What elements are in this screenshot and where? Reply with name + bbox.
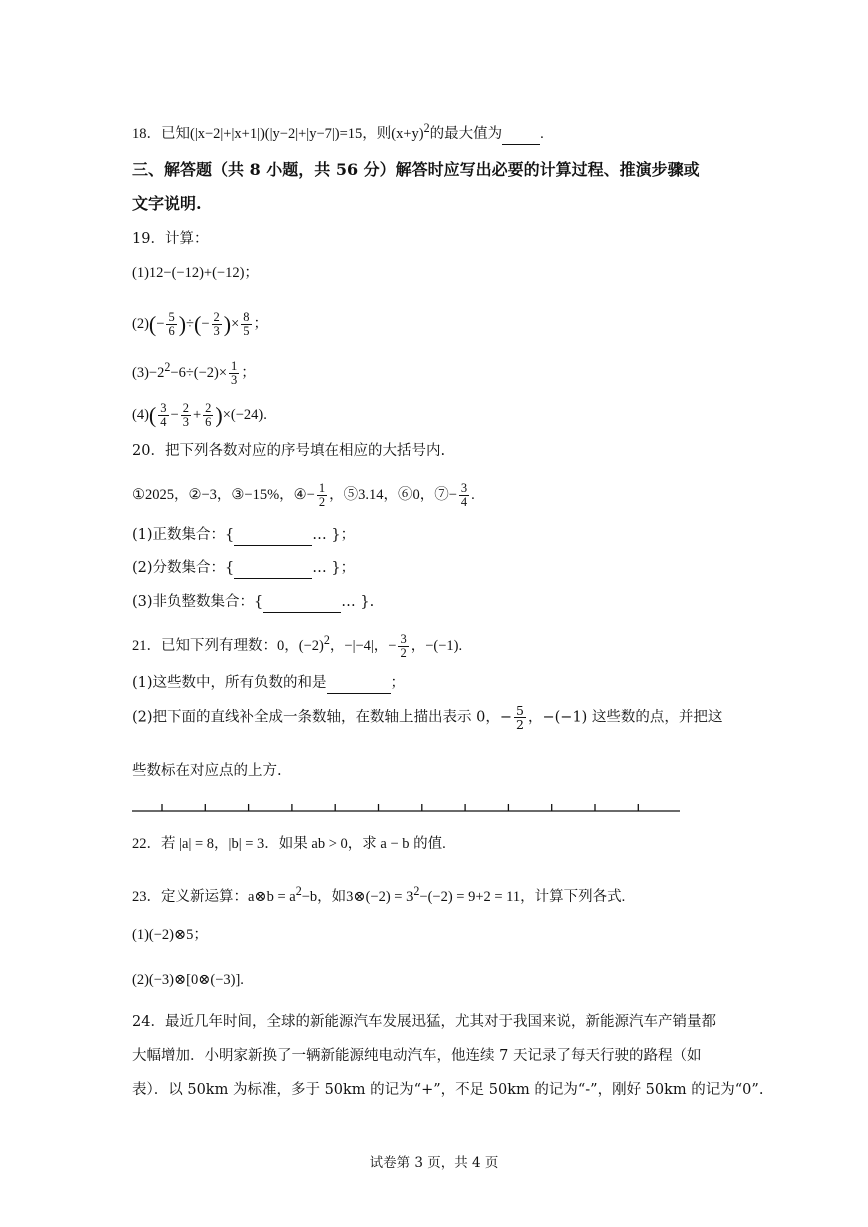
set-end: … }. [341,594,375,610]
denominator: 2 [400,646,407,660]
question-text: −b，如3⊗(−2) = 3 [301,888,414,905]
denominator: 3 [231,373,238,387]
question-text: ，则 [362,125,392,142]
q21-part-2-cont: 些数标在对应点的上方. [132,763,282,779]
section-heading-cont: 文字说明. [132,194,202,213]
punctuation: . [540,125,544,142]
formula: (x+y) [391,125,424,142]
operator: + [192,406,202,423]
formula: ×(−24). [222,406,267,423]
numerator: 5 [168,310,175,324]
q19-part-2: (2)(− $\frac{5}{6}$ )÷(− $\frac{2}{3}$ )× $\frac{8}{5}$ ； [132,310,269,338]
operator: − [170,406,179,423]
question-text: ，−|−4|，− [329,637,397,654]
question-20-title: 20．把下列各数对应的序号填在相应的大括号内. [132,443,446,459]
question-number: 18． [132,125,161,142]
numerator: 2 [205,401,212,415]
part-label: (4) [132,406,149,423]
page-footer: 试卷第 3 页，共 4 页 [369,1155,499,1171]
denominator: 6 [205,415,212,429]
set-label: (3)非负整数集合：{ [132,594,264,610]
exponent: 2 [413,884,420,898]
punctuation: ； [390,675,406,691]
operator: × [231,315,240,332]
question-text: (1)这些数中，所有负数的和是 [132,675,327,691]
q19-part-1: (1)12−(−12)+(−12)； [132,265,259,281]
denominator: 3 [213,324,220,338]
question-24-line1: 24．最近几年时间，全球的新能源汽车发展迅猛，尤其对于我国来说，新能源汽车产销量都 [132,1014,716,1030]
formula: (|x−2|+|x+1|)(|y−2|+|y−7|)=15 [190,125,363,142]
numerator: 2 [213,310,220,324]
numerator: 3 [460,481,468,495]
formula: (3)−2 [132,364,165,381]
punctuation: ； [241,364,256,381]
set-label: (2)分数集合：{ [132,560,235,576]
exponent: 2 [295,884,302,898]
numerator: 1 [231,359,238,373]
denominator: 5 [243,324,250,338]
numerator: 5 [516,703,524,718]
q23-part-1: (1)(−2)⊗5； [132,927,208,943]
exponent: 2 [423,121,430,135]
question-text: 21．已知下列有理数：0，(−2) [132,637,324,654]
set-label: (1)正数集合：{ [132,527,235,543]
denominator: 3 [182,415,189,429]
denominator: 2 [318,495,326,509]
formula: −6÷(−2)× [170,364,228,381]
denominator: 4 [460,495,468,509]
question-text: 的最大值为 [429,125,503,142]
question-24-line3: 表）．以 50km 为标准，多于 50km 的记为“+”，不足 50km 的记为“-”，刚好 50km 的记为“0”. [132,1082,764,1098]
question-text: 已知 [161,125,190,142]
question-23-title [132,881,625,907]
numerator: 1 [318,481,326,495]
exponent: 2 [323,633,330,647]
q23-part-2: (2)(−3)⊗[0⊗(−3)]. [132,972,244,988]
exponent: 2 [164,360,171,374]
punctuation: ； [253,315,269,332]
question-24-line2: 大幅增加．小明家新换了一辆新能源纯电动汽车，他连续 7 天记录了每天行驶的路程（如 [132,1048,702,1064]
q19-part-4: (4)( $\frac{3}{4}$ − $\frac{2}{3}$ + $\frac{2}{6}$ )×(−24). [132,401,267,429]
numerator: 3 [400,632,407,646]
denominator: 6 [168,324,175,338]
numerator: 8 [243,310,250,324]
question-22: 22．若 |a| = 8，|b| = 3．如果 ab > 0，求 a − b 的值. [132,836,446,852]
set-end: … }； [312,560,356,576]
part-label: (2) [132,315,149,332]
numerator: 2 [182,401,189,415]
question-19-title: 19．计算： [132,231,209,247]
question-text: ，−(−1). [410,637,463,654]
denominator: 2 [516,717,524,732]
minus-sign: − [201,315,210,332]
number-list: ，⑤3.14，⑥0，⑦− [329,486,457,503]
punctuation: . [471,486,475,503]
question-text: −(−2) = 9+2 = 11，计算下列各式. [419,888,626,905]
section-heading: 三、解答题（共 8 小题，共 56 分）解答时应写出必要的计算过程、推演步骤或 [132,160,700,179]
set-end: … }； [312,527,356,543]
numerator: 3 [160,401,167,415]
number-list: ①2025，②−3，③−15%，④− [132,486,315,503]
question-text: 23．定义新运算：a⊗b = a [132,888,296,905]
question-text: (2)把下面的直线补全成一条数轴，在数轴上描出表示 0，− [132,709,513,726]
number-line-ticks [162,804,638,811]
operator: ÷ [186,315,194,332]
minus-sign: − [156,315,165,332]
question-text: ，−(−1) 这些数的点，并把这 [527,709,723,726]
denominator: 4 [160,415,167,429]
